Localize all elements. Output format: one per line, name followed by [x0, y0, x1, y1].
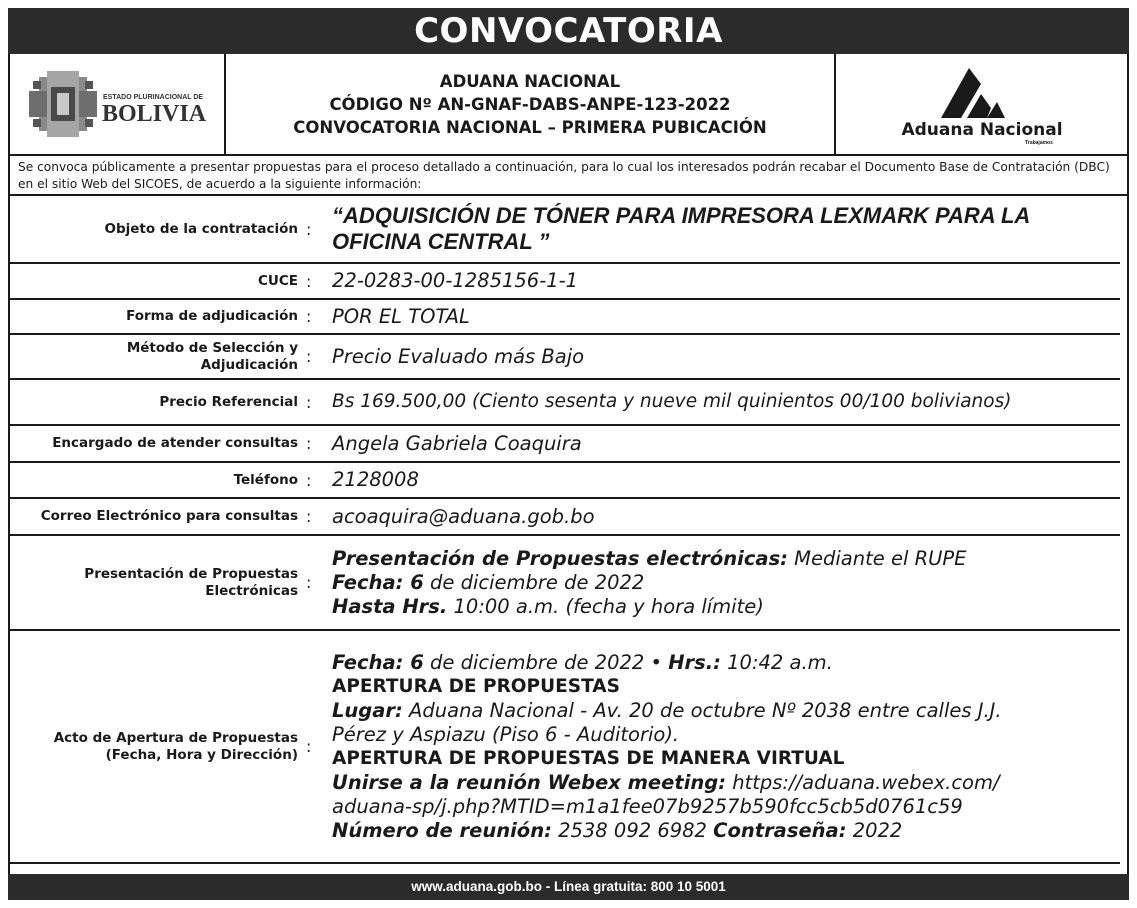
aduana-logo	[836, 54, 1127, 154]
colon: :	[306, 573, 312, 592]
svg-text:ESTADO PLURINACIONAL DE: ESTADO PLURINACIONAL DE	[103, 94, 204, 101]
colon: :	[306, 271, 312, 291]
presentacion-line-3: Hasta Hrs. 10:00 a.m. (fecha y hora límite)	[332, 594, 764, 618]
value-cuce: 22-0283-00-1285156-1-1	[332, 269, 579, 292]
header-titles	[226, 54, 836, 154]
apertura-line-7: aduana-sp/j.php?MTID=m1a1fee07b9257b590fcc5cb5d0761c59	[332, 794, 963, 818]
colon: :	[306, 307, 312, 326]
value-precio: Bs 169.500,00 (Ciento sesenta y nueve mil quinientos 00/100 bolivianos)	[332, 391, 1012, 412]
row-metodo	[10, 335, 1120, 380]
colon: :	[306, 392, 312, 412]
aduana-mountain-icon	[897, 62, 1067, 146]
bolivia-emblem-icon	[21, 69, 211, 139]
value-telefono: 2128008	[332, 468, 419, 491]
value-correo: acoaquira@aduana.gob.bo	[332, 504, 595, 528]
svg-text:Trabajamos: Trabajamos	[1024, 140, 1053, 146]
value-encargado: Angela Gabriela Coaquira	[332, 431, 582, 455]
apertura-line-8: Número de reunión: 2538 092 6982 Contraseña: 2022	[332, 818, 903, 842]
label-presentacion: Presentación de Propuestas Electrónicas	[84, 565, 298, 599]
label-apertura: Acto de Apertura de Propuestas (Fecha, Hora y Dirección)	[53, 729, 298, 763]
colon: :	[306, 347, 312, 366]
row-encargado	[10, 426, 1120, 463]
presentacion-line-1: Presentación de Propuestas electrónicas: Mediante el RUPE	[332, 546, 967, 570]
row-precio	[10, 380, 1120, 426]
apertura-line-2: APERTURA DE PROPUESTAS	[332, 675, 620, 697]
colon: :	[306, 470, 312, 490]
row-correo	[10, 499, 1120, 536]
row-forma	[10, 300, 1120, 335]
label-correo: Correo Electrónico para consultas	[40, 508, 298, 524]
colon: :	[306, 737, 312, 756]
header-line-2: CÓDIGO Nº AN-GNAF-DABS-ANPE-123-2022	[329, 94, 731, 114]
colon: :	[306, 507, 312, 526]
presentacion-line-2: Fecha: 6 de diciembre de 2022	[332, 570, 645, 594]
header-line-3: CONVOCATORIA NACIONAL – PRIMERA PUBICACIÓN	[293, 117, 767, 137]
label-precio: Precio Referencial	[159, 393, 298, 410]
label-cuce: CUCE	[258, 272, 298, 289]
header-line-1: ADUANA NACIONAL	[439, 71, 621, 91]
row-apertura	[10, 631, 1120, 864]
apertura-line-4: Pérez y Aspiazu (Piso 6 - Auditorio).	[332, 722, 680, 746]
footer-contact: www.aduana.gob.bo - Línea gratuita: 800 10 5001	[8, 874, 1129, 900]
svg-text:BOLIVIA: BOLIVIA	[102, 101, 207, 127]
value-metodo: Precio Evaluado más Bajo	[332, 344, 585, 368]
bolivia-logo	[8, 54, 226, 154]
label-objeto: Objeto de la contratación	[104, 220, 298, 237]
row-presentacion	[10, 536, 1120, 631]
row-objeto	[10, 196, 1120, 264]
label-metodo: Método de Selección y Adjudicación	[126, 339, 298, 373]
colon: :	[306, 219, 312, 239]
apertura-line-3: Lugar: Aduana Nacional - Av. 20 de octubre Nº 2038 entre calles J.J.	[332, 698, 1002, 722]
row-cuce	[10, 264, 1120, 300]
value-objeto: “ADQUISICIÓN DE TÓNER PARA IMPRESORA LEXMARK PARA LA OFICINA CENTRAL ”	[332, 203, 1030, 254]
value-presentacion	[332, 536, 1116, 629]
apertura-line-1: Fecha: 6 de diciembre de 2022 • Hrs.: 10:42 a.m.	[332, 650, 833, 674]
header	[8, 54, 1129, 156]
apertura-line-5: APERTURA DE PROPUESTAS DE MANERA VIRTUAL	[332, 747, 845, 769]
row-telefono	[10, 463, 1120, 499]
label-telefono: Teléfono	[233, 471, 298, 488]
colon: :	[306, 434, 312, 453]
page-title: CONVOCATORIA	[8, 8, 1129, 54]
label-encargado: Encargado de atender consultas	[52, 435, 298, 451]
label-forma: Forma de adjudicación	[126, 308, 298, 324]
value-forma: POR EL TOTAL	[332, 304, 470, 328]
value-apertura	[332, 631, 1116, 862]
intro-text: Se convoca públicamente a presentar propuestas para el proceso detallado a continuación, para lo cual los interesados podrán recabar el Documento Base de Contratación (DBC) en el sitio Web del SICOES, de acuerdo a la siguiente información:	[8, 156, 1129, 196]
apertura-line-6: Unirse a la reunión Webex meeting: https://aduana.webex.com/	[332, 770, 1000, 794]
svg-text:Aduana Nacional: Aduana Nacional	[900, 120, 1063, 140]
